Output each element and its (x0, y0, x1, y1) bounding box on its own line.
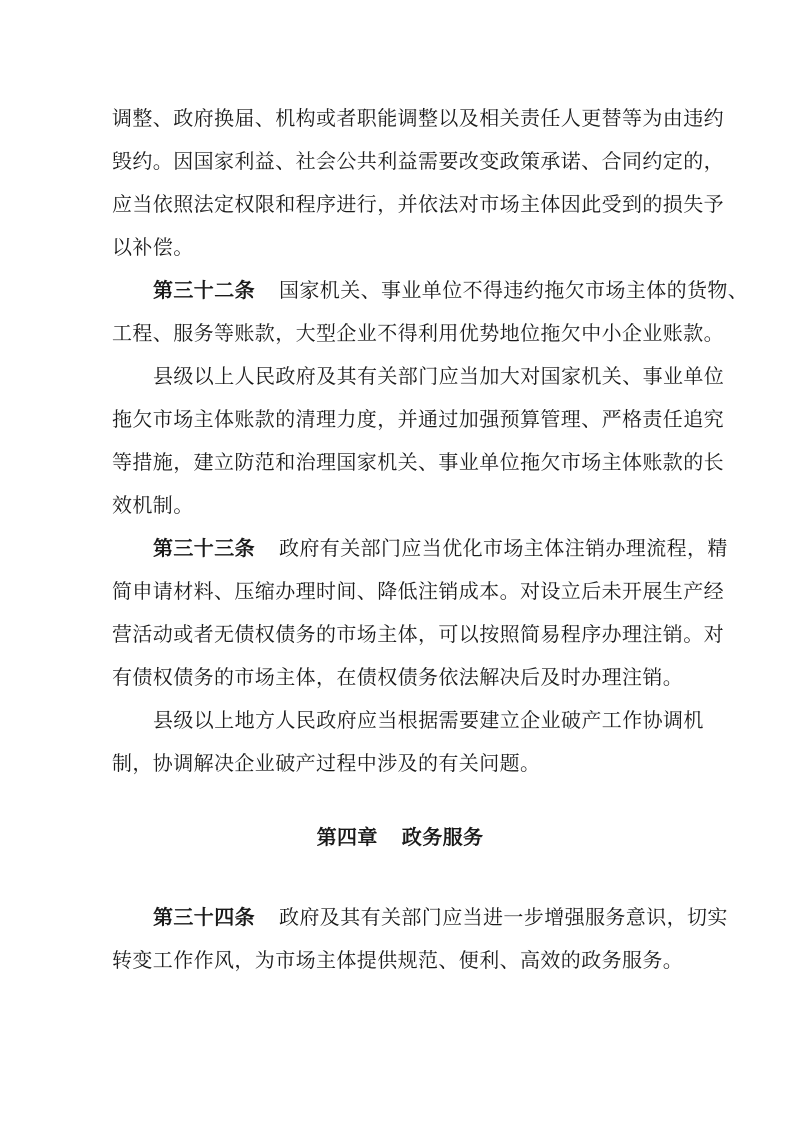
paragraph-line: 简申请材料、压缩办理时间、降低注销成本。对设立后未开展生产经 (112, 579, 724, 603)
paragraph-line: 拖欠市场主体账款的清理力度，并通过加强预算管理、严格责任追究 (112, 407, 724, 431)
paragraph-line: 效机制。 (112, 493, 194, 517)
paragraph-line: 以补偿。 (112, 235, 194, 259)
paragraph-line: 等措施，建立防范和治理国家机关、事业单位拖欠市场主体账款的长 (112, 450, 724, 474)
paragraph-line: 毁约。因国家利益、社会公共利益需要改变政策承诺、合同约定的， (112, 149, 724, 173)
paragraph-line: 县级以上地方人民政府应当根据需要建立企业破产工作协调机 (153, 708, 704, 732)
paragraph-line: 营活动或者无债权债务的市场主体，可以按照简易程序办理注销。对 (112, 622, 724, 646)
paragraph-line: 调整、政府换届、机构或者职能调整以及相关责任人更替等为由违约 (112, 106, 724, 130)
paragraph-text: 政府有关部门应当优化市场主体注销办理流程，精 (279, 536, 728, 560)
article-34-heading: 第三十四条 (153, 905, 255, 929)
paragraph-text: 国家机关、事业单位不得违约拖欠市场主体的货物、 (279, 278, 749, 302)
paragraph-line: 县级以上人民政府及其有关部门应当加大对国家机关、事业单位 (153, 364, 725, 388)
paragraph-text: 政府及其有关部门应当进一步增强服务意识，切实 (279, 905, 728, 929)
article-34-first-line (153, 903, 728, 931)
paragraph-line: 转变工作作风，为市场主体提供规范、便利、高效的政务服务。 (112, 948, 684, 972)
article-32-heading: 第三十二条 (153, 278, 255, 302)
paragraph-line: 制，协调解决企业破产过程中涉及的有关问题。 (112, 751, 541, 775)
chapter-heading (0, 823, 800, 851)
article-32-first-line (153, 276, 749, 304)
chapter-title: 政务服务 (401, 825, 484, 849)
article-33-first-line (153, 534, 728, 562)
paragraph-line: 应当依照法定权限和程序进行，并依法对市场主体因此受到的损失予 (112, 192, 724, 216)
chapter-number: 第四章 (316, 825, 378, 849)
paragraph-line: 有债权债务的市场主体，在债权债务依法解决后及时办理注销。 (112, 665, 684, 689)
article-33-heading: 第三十三条 (153, 536, 255, 560)
paragraph-line: 工程、服务等账款，大型企业不得利用优势地位拖欠中小企业账款。 (112, 321, 724, 345)
